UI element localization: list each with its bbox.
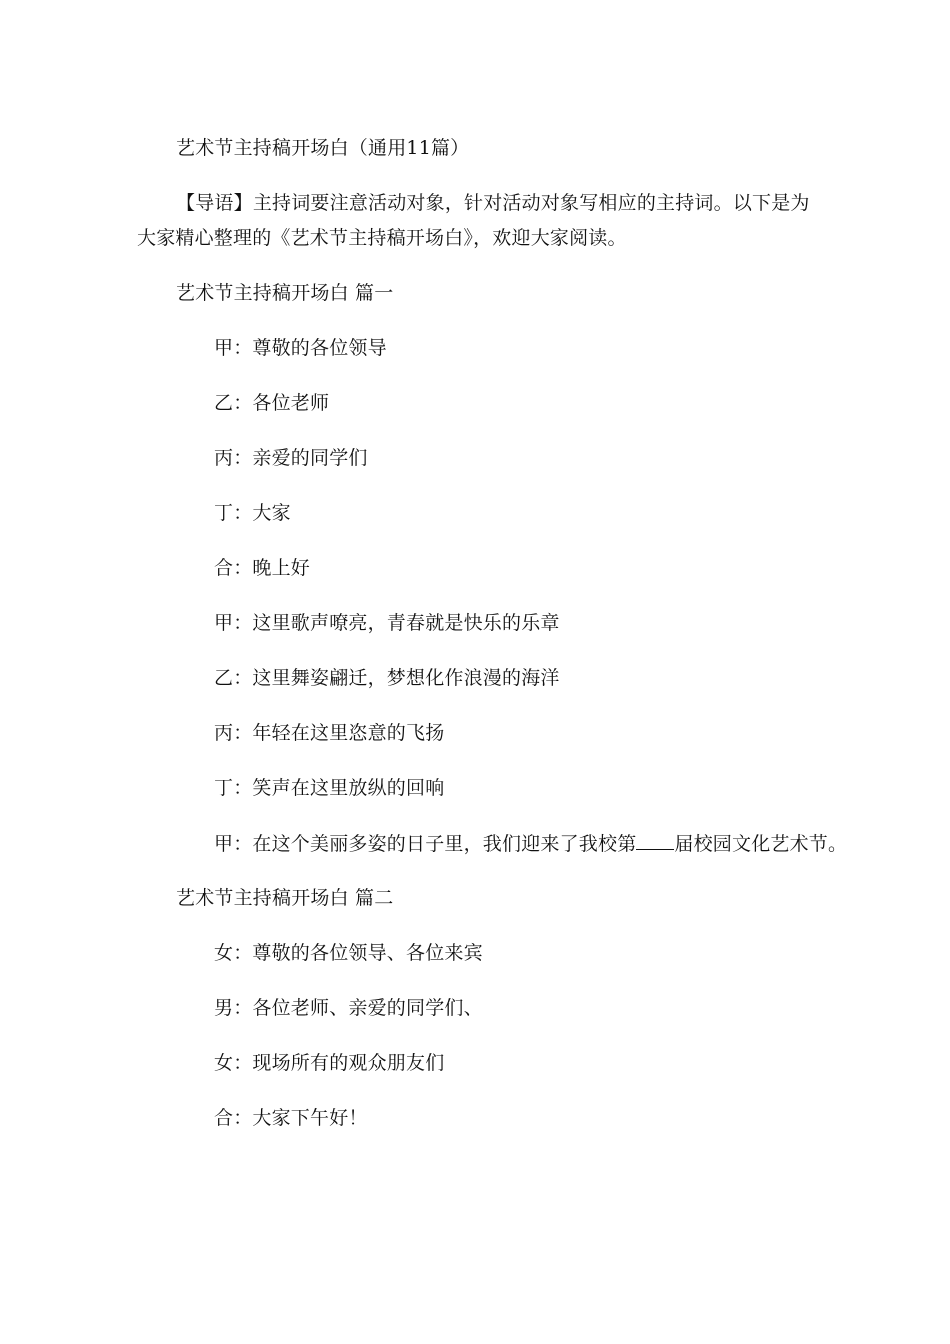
fill-in-blank [636,831,674,850]
intro-tag: 【导语】 [176,192,253,214]
document-title: 艺术节主持稿开场白（通用11篇） [176,137,470,159]
dialogue-line: 男：各位老师、亲爱的同学们、 [214,997,483,1019]
dialogue-line: 丙：亲爱的同学们 [214,447,368,469]
dialogue-line: 女：尊敬的各位领导、各位来宾 [214,942,483,964]
dialogue-line: 女：现场所有的观众朋友们 [214,1052,445,1074]
section-1-heading: 艺术节主持稿开场白 篇一 [176,282,394,304]
intro-line-1 [176,191,810,215]
dialogue-text-before-blank: 甲：在这个美丽多姿的日子里，我们迎来了我校第 [214,833,637,855]
section-2-heading: 艺术节主持稿开场白 篇二 [176,887,394,909]
intro-line-2: 大家精心整理的《艺术节主持稿开场白》，欢迎大家阅读。 [137,227,627,249]
dialogue-line-with-blank [214,831,847,856]
dialogue-line: 甲：这里歌声嘹亮，青春就是快乐的乐章 [214,612,560,634]
dialogue-line: 丁：大家 [214,502,291,524]
dialogue-line: 丁：笑声在这里放纵的回响 [214,777,445,799]
dialogue-text-after-blank: 届校园文化艺术节。 [674,833,848,855]
dialogue-line: 丙：年轻在这里恣意的飞扬 [214,722,445,744]
intro-text-1: 主持词要注意活动对象，针对活动对象写相应的主持词。以下是为 [252,192,810,214]
dialogue-line: 乙：这里舞姿翩迁，梦想化作浪漫的海洋 [214,667,560,689]
dialogue-line: 甲：尊敬的各位领导 [214,337,387,359]
dialogue-line: 合：晚上好 [214,557,311,579]
dialogue-line: 合：大家下午好！ [214,1107,368,1129]
dialogue-line: 乙：各位老师 [214,392,330,414]
